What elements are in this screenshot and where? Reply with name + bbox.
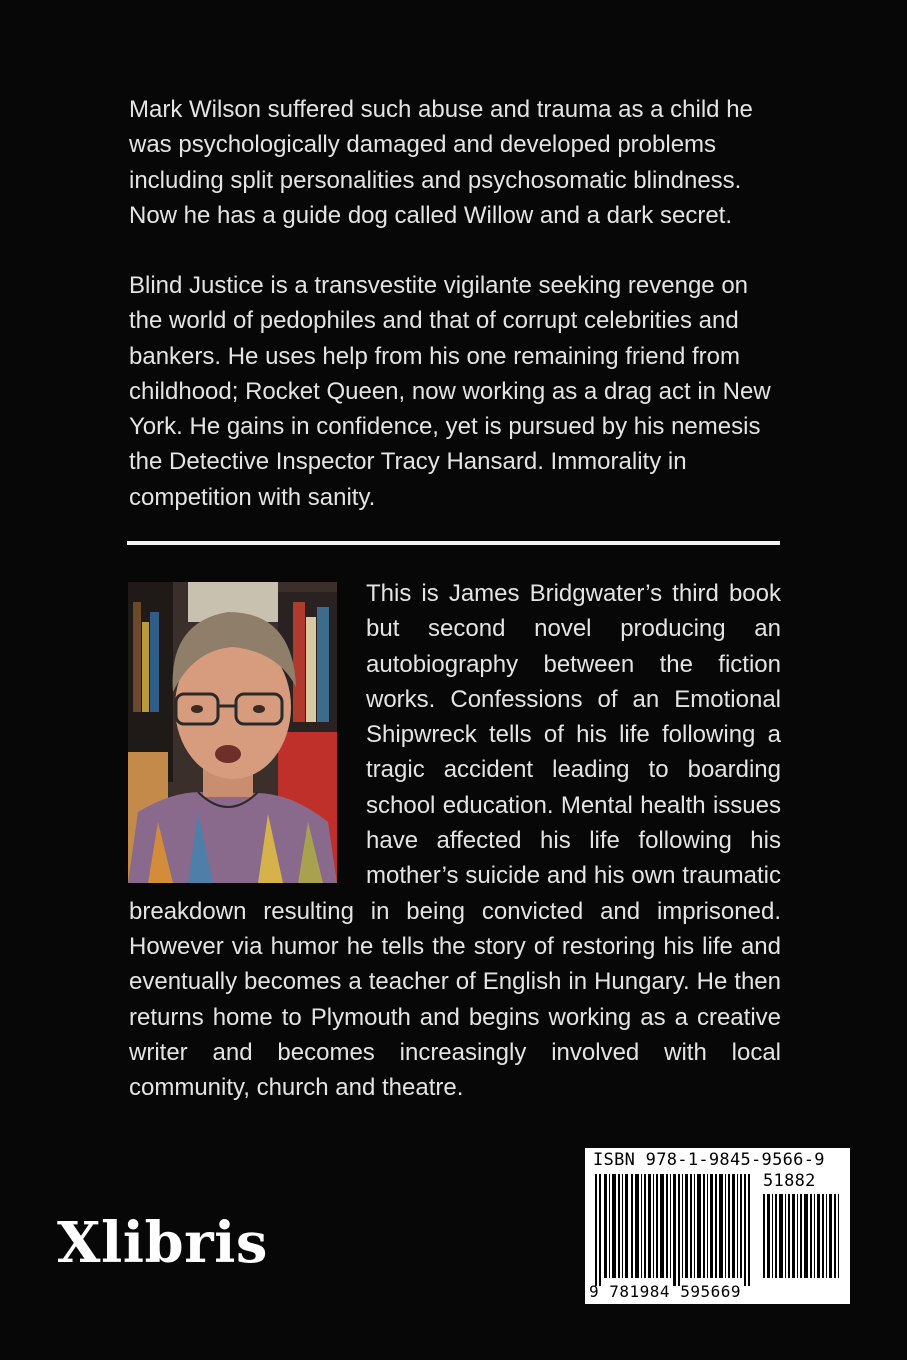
blurb-paragraph-1: Mark Wilson suffered such abuse and trauma as a child he was psychologically damaged and developed problems including split personalities and psychosomatic blindness. Now he has a guide dog called Willow and a dark secret. xyxy=(129,96,753,229)
isbn-label: ISBN 978-1-9845-9566-9 xyxy=(593,1150,825,1170)
barcode-bars xyxy=(585,1148,850,1304)
section-divider xyxy=(127,541,780,545)
ean-digits: 9 781984 595669 xyxy=(589,1282,741,1301)
publisher-logo: Xlibris xyxy=(57,1210,268,1276)
blurb-paragraph-2: Blind Justice is a transvestite vigilante seeking revenge on the world of pedophiles and that of corrupt celebrities and bankers. He uses help from his one remaining friend from childhood; Rocket Queen, now working as a drag act in New York. He gains in confidence, yet is pursued by his nemesis the Detective Inspector Tracy Hansard. Immorality in competition with sanity. xyxy=(129,272,771,511)
photo-spacer xyxy=(129,576,366,892)
author-bio-text: This is James Bridgwater’s third book but second novel producing an autobiography between the fiction works. Confessions of an Emotional Shipwreck tells of his life following a tragic accident leading to boarding school education. Mental health issues have affected his life following his mother’s suicide and his own traumatic breakdown resulting in being convicted and imprisoned. However via humor he tells the story of restoring his life and eventually becomes a teacher of English in Hungary. He then returns home to Plymouth and begins working as a creative writer and becomes increasingly involved with local community, church and theatre. xyxy=(129,580,781,1102)
author-bio xyxy=(129,576,781,1105)
price-code: 51882 xyxy=(763,1171,816,1191)
isbn-barcode xyxy=(585,1148,850,1304)
